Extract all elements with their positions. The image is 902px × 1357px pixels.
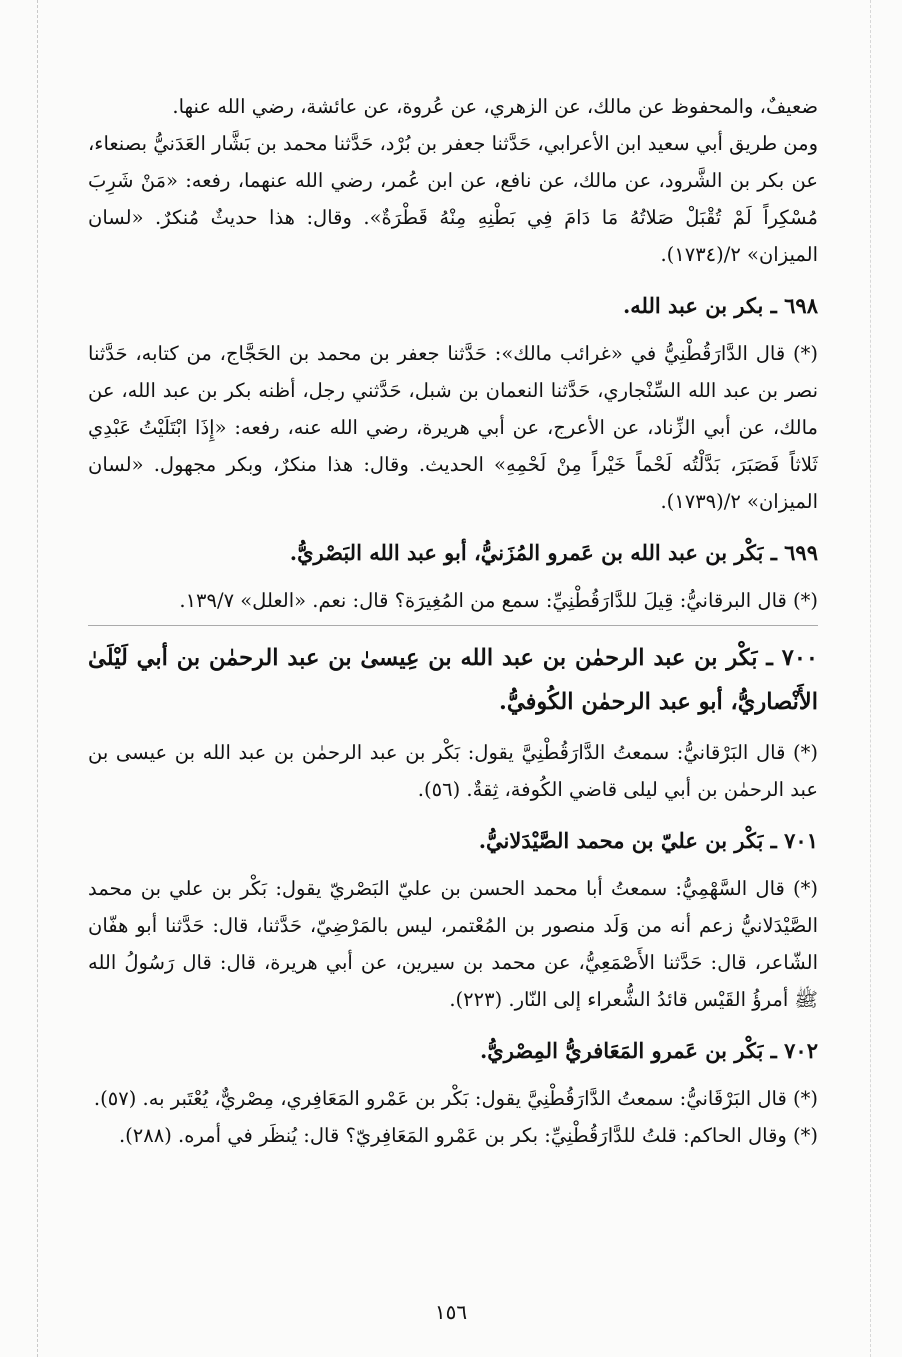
page-number: ١٥٦: [434, 1300, 468, 1324]
paragraph: (*) قال البَرْقانيُّ: سمعتُ الدَّارَقُطْنِيَّ يقول: بَكْر بن عبد الرحمٰن بن عبد الله بن عيسى بن عبد الرحمٰن بن أبي ليلى قاضي الكُوفة، ثِقةٌ. (٥٦).: [88, 741, 818, 801]
paragraph: (*) قال البَرْقَانيُّ: سمعتُ الدَّارَقُطْنِيَّ يقول: بَكْر بن عَمْرو المَعَافِري، مِصْريٌّ، يُعْتَبر به. (٥٧).: [93, 1087, 818, 1110]
entry-heading-698: ٦٩٨ ـ بكر بن عبد الله.: [622, 293, 818, 318]
paragraph: (*) وقال الحاكم: قلتُ للدَّارَقُطْنِيِّ: بكر بن عَمْرو المَعَافِريّ؟ قال: يُنظَر في أمره. (٢٨٨).: [118, 1124, 818, 1147]
paragraph: (*) قال الدَّارَقُطْنِيُّ في «غرائب مالك»: حَدَّثنا جعفر بن محمد بن الحَجَّاج، من كتابه، حَدَّثنا نصر بن عبد الله السِّنْجاري، حَدَّثنا النعمان بن شبل، حَدَّثني رجل، أظنه بكر بن عبد الله، عن مالك، عن أبي الزِّناد، عن الأعرج، عن أبي هريرة، رضي الله عنه، رفعه: «إِذَا ابْتَلَيْتُ عَبْدِي ثَلاثاً فَصَبَرَ، بَدَّلْتُه لَحْماً خَيْراً مِنْ لَحْمِهِ» الحديث. وقال: هذا منكرٌ، وبكر مجهول. «لسان الميزان» ٢/(١٧٣٩).: [88, 342, 818, 513]
scan-margin-line-left: [37, 0, 38, 1357]
entry-heading-699: ٦٩٩ ـ بَكْر بن عبد الله بن عَمرو المُزَنيُّ، أبو عبد الله البَصْريُّ.: [289, 540, 818, 565]
paragraph: (*) قال البرقانيُّ: قِيلَ للدَّارَقُطْنِيِّ: سمع من المُغِيرَة؟ قال: نعم. «العلل» ١٣٩/٧.: [179, 589, 818, 612]
paragraph: (*) قال السَّهْمِيُّ: سمعتُ أبا محمد الحسن بن عليّ البَصْريّ يقول: بَكْر بن علي بن محمد الصَّيْدَلانيُّ زعم أنه من وَلَد منصور بن المُعْتمر، ليس بالمَرْضِيّ، حَدَّثنا، قال: حَدَّثنا أبو هفّان الشّاعر، قال: حَدَّثنا الأَصْمَعِيُّ، عن محمد بن سيرين، عن أبي هريرة، قال: قال رَسُولُ الله ﷺ أمرؤُ القَيْس قائدُ الشُّعراء إلى النّار. (٢٢٣).: [88, 877, 818, 1011]
paragraph: ومن طريق أبي سعيد ابن الأعرابي، حَدَّثنا جعفر بن بُرْد، حَدَّثنا محمد بن بَشَّار العَدَنيُّ بصنعاء، عن بكر بن الشَّرود، عن مالك، عن نافع، عن ابن عُمر، رضي الله عنهما، رفعه: «مَنْ شَرِبَ مُسْكِراً لَمْ تُقْبَلْ صَلاتُهُ مَا دَامَ فِي بَطْنِهِ مِنْهُ قَطْرَةٌ». وقال: هذا حديثٌ مُنكرٌ. «لسان الميزان» ٢/(١٧٣٤).: [88, 132, 818, 266]
entry-heading-700: ٧٠٠ ـ بَكْر بن عبد الرحمٰن بن عبد الله بن عِيسىٰ بن عبد الرحمٰن بن أبي لَيْلَىٰ الأَنْصاريُّ، أبو عبد الرحمٰن الكُوفيُّ.: [88, 645, 818, 715]
scan-margin-line-right: [870, 0, 871, 1357]
entry-heading-701: ٧٠١ ـ بَكْر بن عليّ بن محمد الصَّيْدَلانيُّ.: [478, 828, 818, 853]
entry-heading-702: ٧٠٢ ـ بَكْر بن عَمرو المَعَافريُّ المِصْريُّ.: [479, 1038, 818, 1063]
paragraph: ضعيفٌ، والمحفوظ عن مالك، عن الزهري، عن عُروة، عن عائشة، رضي الله عنها.: [172, 95, 818, 118]
divider: [88, 625, 818, 626]
page-body: [88, 88, 818, 1154]
